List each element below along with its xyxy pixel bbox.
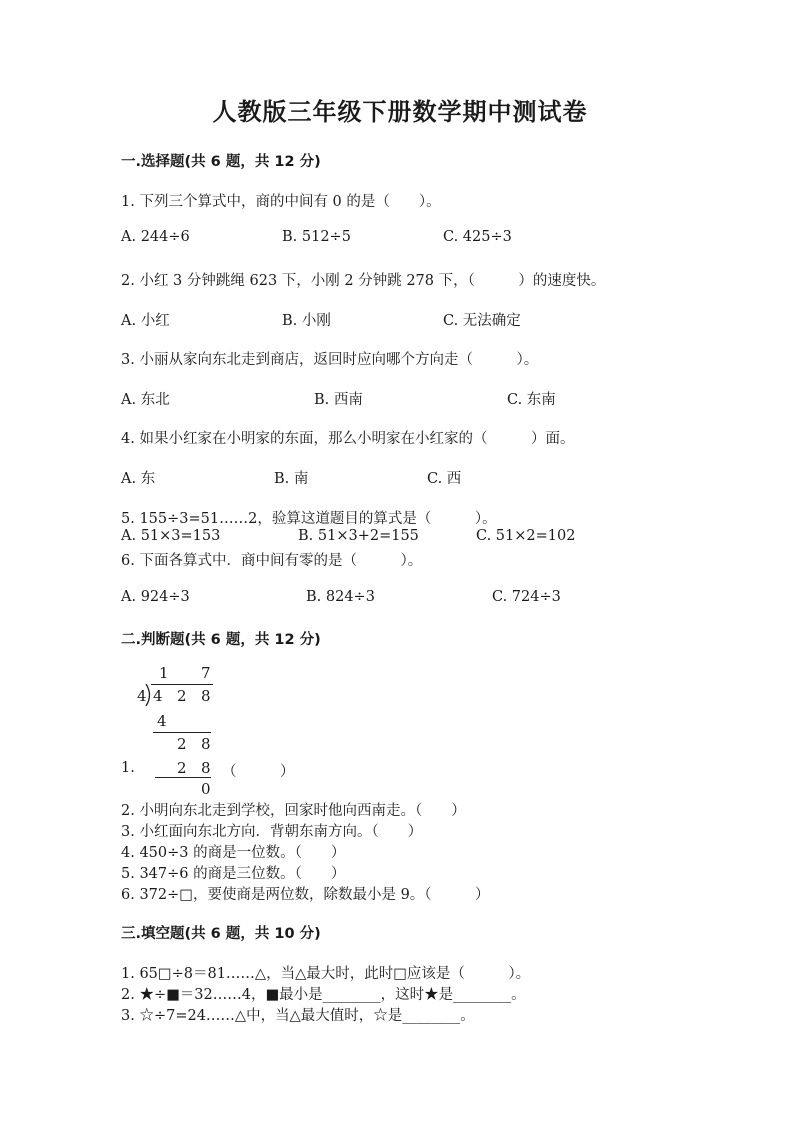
subtract-step: 4 <box>157 712 167 730</box>
question-stem: 2. 小明向东北走到学校，回家时他向西南走。（ ） <box>121 803 466 819</box>
subtract-step: 2 <box>177 759 187 777</box>
option-b: B. 南 <box>274 471 309 487</box>
question-stem: 4. 如果小红家在小明家的东面，那么小明家在小红家的（ ）面。 <box>121 431 575 447</box>
option-c: C. 425÷3 <box>443 229 512 245</box>
question-stem: 1. <box>121 760 135 776</box>
option-a: A. 51×3=153 <box>121 528 221 544</box>
option-b: B. 西南 <box>314 392 363 408</box>
question-stem: 1. 65□÷8＝81……△，当△最大时，此时□应该是（ ）。 <box>121 966 531 982</box>
division-bar <box>151 684 213 685</box>
division-rule <box>153 732 211 733</box>
option-a: A. 924÷3 <box>121 589 190 605</box>
option-c: C. 无法确定 <box>443 313 521 329</box>
question-stem: 5. 155÷3=51……2，验算这道题目的算式是（ ）。 <box>121 511 497 527</box>
question-stem: 5. 347÷6 的商是三位数。（ ） <box>121 866 346 882</box>
option-c: C. 724÷3 <box>492 589 561 605</box>
question-stem: 6. 372÷□，要使商是两位数，除数最小是 9。（ ） <box>121 887 490 903</box>
remainder: 0 <box>201 780 211 798</box>
question-stem: 2. 小红 3 分钟跳绳 623 下，小刚 2 分钟跳 278 下，（ ）的速度快。 <box>121 273 606 289</box>
quotient-digit: 7 <box>201 664 211 682</box>
section-heading-fill: 三.填空题(共 6 题，共 10 分) <box>121 926 321 942</box>
answer-blank: （ ） <box>222 764 295 780</box>
dividend-digit: 8 <box>201 687 211 705</box>
option-a: A. 东 <box>121 471 156 487</box>
option-b: B. 512÷5 <box>282 229 351 245</box>
page-title: 人教版三年级下册数学期中测试卷 <box>212 97 588 126</box>
option-c: C. 东南 <box>507 392 556 408</box>
option-b: B. 小刚 <box>282 313 331 329</box>
division-rule <box>155 777 211 778</box>
divisor: 4 <box>137 687 147 705</box>
question-stem: 4. 450÷3 的商是一位数。（ ） <box>121 845 346 861</box>
question-stem: 3. ☆÷7=24……△中，当△最大值时，☆是________。 <box>121 1008 475 1024</box>
question-stem: 1. 下列三个算式中，商的中间有 0 的是（ ）。 <box>121 194 441 210</box>
long-division-figure <box>137 660 227 800</box>
section-heading-judge: 二.判断题(共 6 题，共 12 分) <box>121 632 321 648</box>
question-stem: 2. ★÷■＝32……4，■最小是________，这时★是________。 <box>121 987 526 1003</box>
option-c: C. 51×2=102 <box>476 528 576 544</box>
dividend-digit: 4 <box>153 687 163 705</box>
question-stem: 6. 下面各算式中．商中间有零的是（ ）。 <box>121 553 423 569</box>
option-b: B. 824÷3 <box>306 589 375 605</box>
subtract-step: 8 <box>201 735 211 753</box>
option-a: A. 244÷6 <box>121 229 190 245</box>
question-stem: 3. 小丽从家向东北走到商店，返回时应向哪个方向走（ ）。 <box>121 352 539 368</box>
option-a: A. 东北 <box>121 392 170 408</box>
option-c: C. 西 <box>427 471 462 487</box>
option-a: A. 小红 <box>121 313 170 329</box>
question-stem: 3. 小红面向东北方向．背朝东南方向。（ ） <box>121 824 423 840</box>
subtract-step: 8 <box>201 759 211 777</box>
section-heading-choice: 一.选择题(共 6 题，共 12 分) <box>121 154 321 170</box>
dividend-digit: 2 <box>177 687 187 705</box>
option-b: B. 51×3+2=155 <box>298 528 419 544</box>
subtract-step: 2 <box>177 735 187 753</box>
quotient-digit: 1 <box>159 664 169 682</box>
